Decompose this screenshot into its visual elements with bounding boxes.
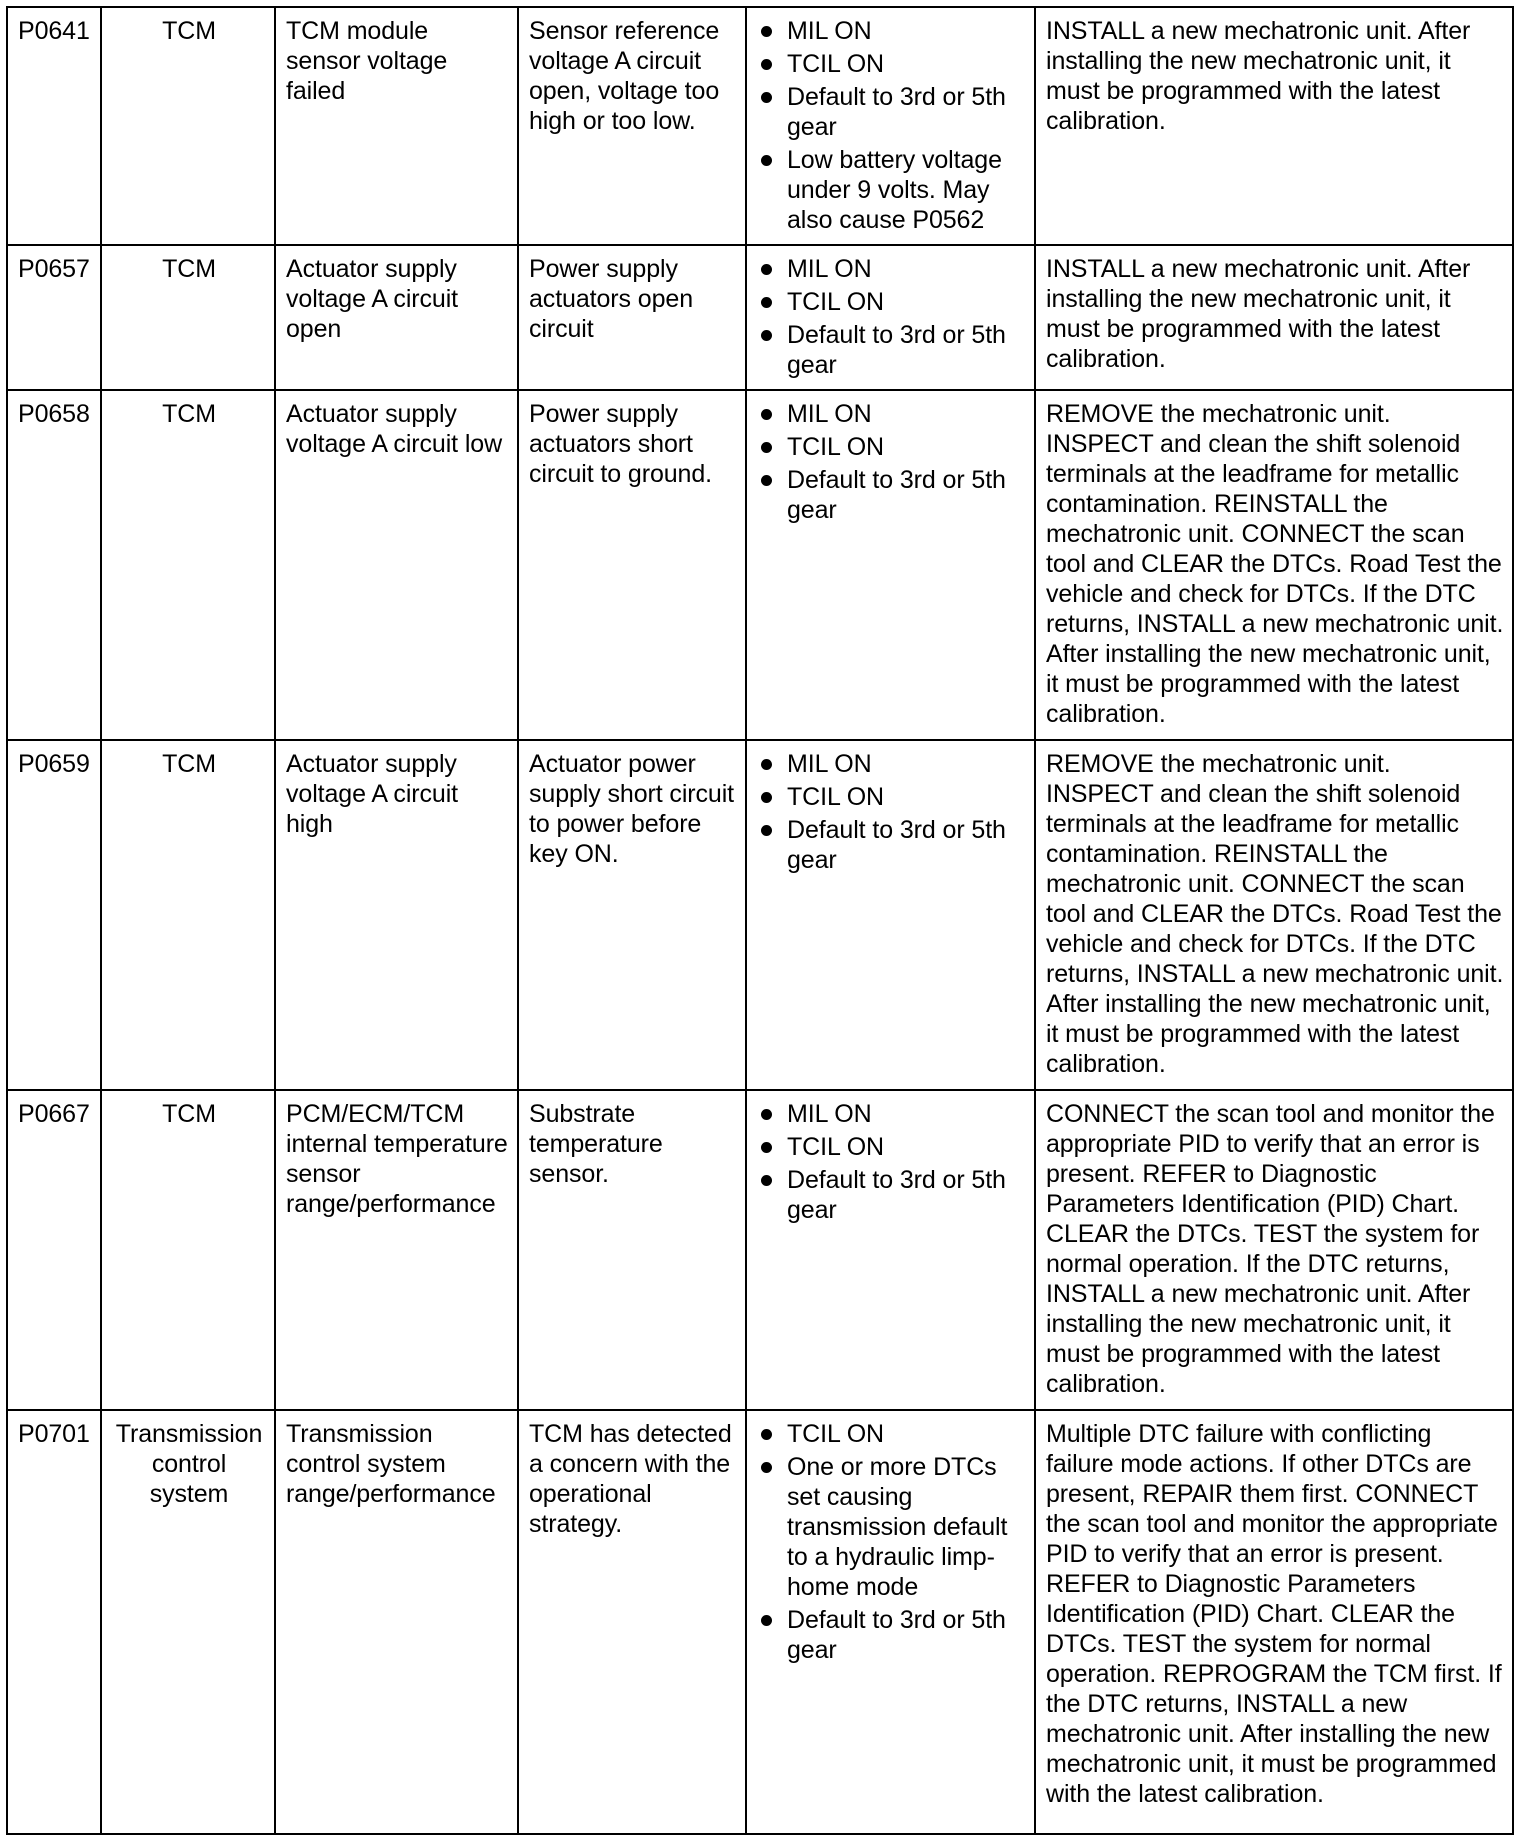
dtc-table [6,6,1514,1835]
symptom-item: MIL ON [757,749,1026,779]
dtc-code: P0657 [7,245,101,390]
description-cell: PCM/ECM/TCM internal temperature sensor range/performance [275,1090,518,1410]
description-cell: TCM module sensor voltage failed [275,7,518,245]
symptom-item: MIL ON [757,1099,1026,1129]
table-row [7,740,1513,1090]
symptom-item: MIL ON [757,16,1026,46]
symptoms-cell [746,7,1035,245]
table-row [7,245,1513,390]
symptom-item: MIL ON [757,399,1026,429]
symptom-item: TCIL ON [757,287,1026,317]
dtc-code: P0659 [7,740,101,1090]
symptom-list [757,1099,1026,1225]
symptom-item: TCIL ON [757,432,1026,462]
symptom-item: Default to 3rd or 5th gear [757,82,1026,142]
description-cell: Actuator supply voltage A circuit high [275,740,518,1090]
symptom-item: Default to 3rd or 5th gear [757,465,1026,525]
action-cell: REMOVE the mechatronic unit. INSPECT and clean the shift solenoid terminals at the leadframe for metallic contamination. REINSTALL the mechatronic unit. CONNECT the scan tool and CLEAR the DTCs. Road Test the vehicle and check for DTCs. If the DTC returns, INSTALL a new mechatronic unit. After installing the new mechatronic unit, it must be programmed with the latest calibration. [1035,390,1513,740]
dtc-code: P0658 [7,390,101,740]
dtc-code: P0667 [7,1090,101,1410]
module-cell: TCM [101,1090,275,1410]
action-cell: INSTALL a new mechatronic unit. After installing the new mechatronic unit, it must be programmed with the latest calibration. [1035,245,1513,390]
symptom-list [757,254,1026,380]
dtc-code: P0641 [7,7,101,245]
condition-cell: Sensor reference voltage A circuit open, voltage too high or too low. [518,7,746,245]
symptom-item: Default to 3rd or 5th gear [757,320,1026,380]
symptoms-cell [746,1410,1035,1834]
table-row [7,390,1513,740]
symptom-list [757,399,1026,525]
condition-cell: Substrate temperature sensor. [518,1090,746,1410]
module-cell: Transmission control system [101,1410,275,1834]
module-cell: TCM [101,7,275,245]
symptom-list [757,16,1026,235]
symptom-item: One or more DTCs set causing transmission default to a hydraulic limp-home mode [757,1452,1026,1602]
module-cell: TCM [101,245,275,390]
symptom-item: Default to 3rd or 5th gear [757,815,1026,875]
description-cell: Actuator supply voltage A circuit open [275,245,518,390]
description-cell: Transmission control system range/performance [275,1410,518,1834]
condition-cell: Power supply actuators short circuit to ground. [518,390,746,740]
symptom-item: MIL ON [757,254,1026,284]
symptoms-cell [746,740,1035,1090]
symptom-item: TCIL ON [757,1419,1026,1449]
module-cell: TCM [101,390,275,740]
table-row [7,7,1513,245]
symptom-item: TCIL ON [757,782,1026,812]
condition-cell: TCM has detected a concern with the operational strategy. [518,1410,746,1834]
table-row [7,1410,1513,1834]
symptom-item: TCIL ON [757,1132,1026,1162]
table-row [7,1090,1513,1410]
symptom-item: Low battery voltage under 9 volts. May also cause P0562 [757,145,1026,235]
symptom-list [757,1419,1026,1665]
dtc-code: P0701 [7,1410,101,1834]
symptom-item: TCIL ON [757,49,1026,79]
action-cell: Multiple DTC failure with conflicting failure mode actions. If other DTCs are present, REPAIR them first. CONNECT the scan tool and monitor the appropriate PID to verify that an error is present. REFER to Diagnostic Parameters Identification (PID) Chart. CLEAR the DTCs. TEST the system for normal operation. REPROGRAM the TCM first. If the DTC returns, INSTALL a new mechatronic unit. After installing the new mechatronic unit, it must be programmed with the latest calibration. [1035,1410,1513,1834]
symptom-item: Default to 3rd or 5th gear [757,1605,1026,1665]
description-cell: Actuator supply voltage A circuit low [275,390,518,740]
action-cell: INSTALL a new mechatronic unit. After installing the new mechatronic unit, it must be programmed with the latest calibration. [1035,7,1513,245]
symptom-list [757,749,1026,875]
symptoms-cell [746,245,1035,390]
condition-cell: Power supply actuators open circuit [518,245,746,390]
symptoms-cell [746,1090,1035,1410]
module-cell: TCM [101,740,275,1090]
symptoms-cell [746,390,1035,740]
action-cell: CONNECT the scan tool and monitor the appropriate PID to verify that an error is present. REFER to Diagnostic Parameters Identification (PID) Chart. CLEAR the DTCs. TEST the system for normal operation. If the DTC returns, INSTALL a new mechatronic unit. After installing the new mechatronic unit, it must be programmed with the latest calibration. [1035,1090,1513,1410]
action-cell: REMOVE the mechatronic unit. INSPECT and clean the shift solenoid terminals at the leadframe for metallic contamination. REINSTALL the mechatronic unit. CONNECT the scan tool and CLEAR the DTCs. Road Test the vehicle and check for DTCs. If the DTC returns, INSTALL a new mechatronic unit. After installing the new mechatronic unit, it must be programmed with the latest calibration. [1035,740,1513,1090]
symptom-item: Default to 3rd or 5th gear [757,1165,1026,1225]
condition-cell: Actuator power supply short circuit to power before key ON. [518,740,746,1090]
